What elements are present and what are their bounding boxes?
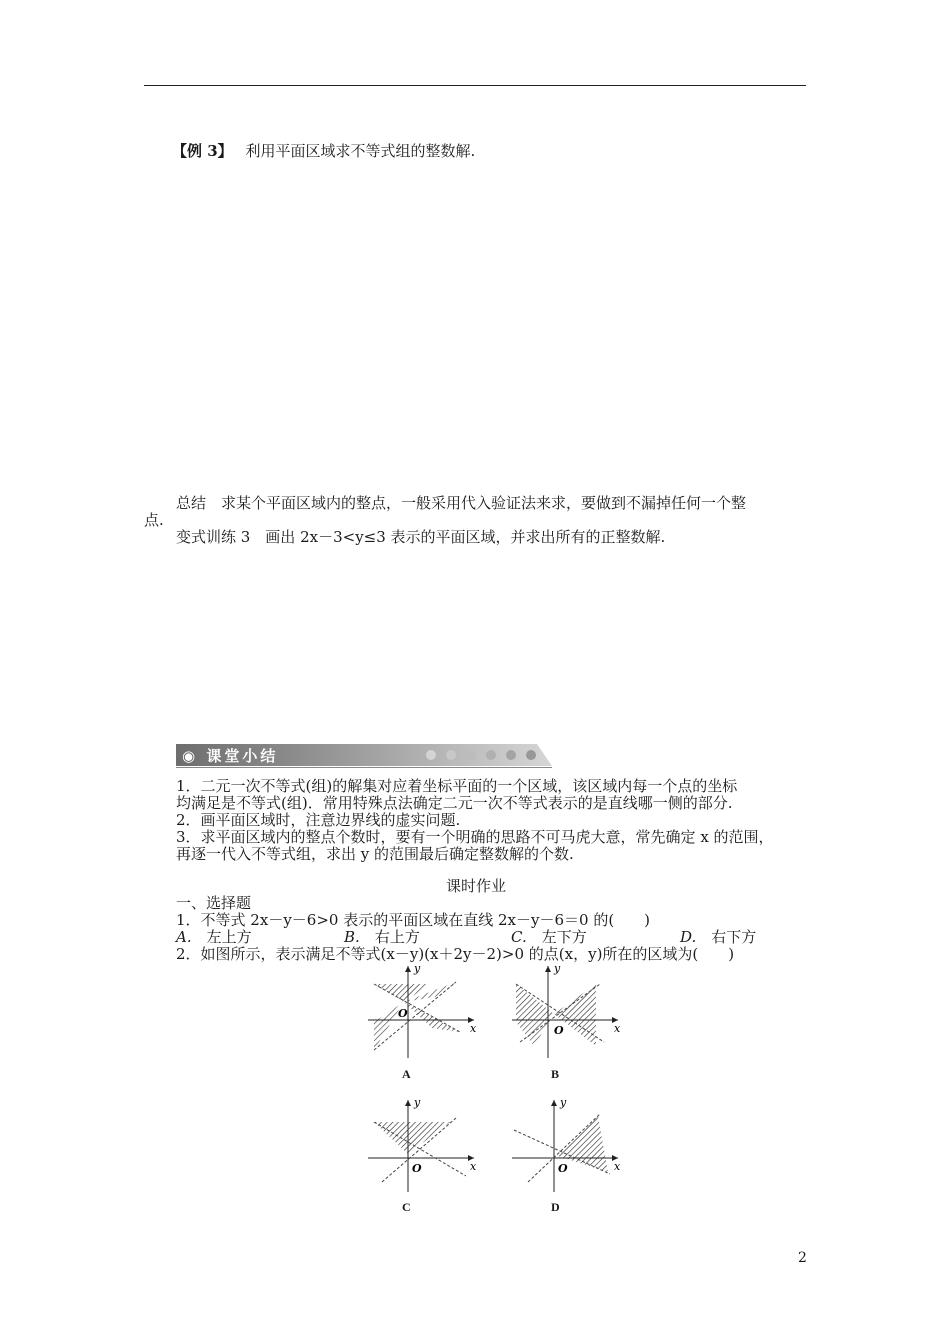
- graph-a: [362, 962, 482, 1062]
- graph-c: [362, 1096, 482, 1196]
- origin-label: O: [398, 1007, 408, 1020]
- graph-label-d: D: [551, 1200, 560, 1214]
- y-axis-label: y: [554, 962, 561, 975]
- q1-option-c: C. 左下方: [511, 928, 587, 946]
- q1-option-b: B. 右上方: [344, 928, 420, 946]
- x-axis-label: x: [614, 1022, 621, 1035]
- q1-option-d: D. 右下方: [680, 928, 757, 946]
- class-summary-banner: [176, 744, 552, 766]
- class-summary-point: 2．画平面区域时，注意边界线的虚实问题.: [176, 811, 461, 829]
- decor-dot-icon: [426, 750, 436, 760]
- section-heading: 一、选择题: [176, 894, 252, 912]
- class-summary-point: 1．二元一次不等式(组)的解集对应着坐标平面的一个区域，该区域内每一个点的坐标: [176, 777, 738, 795]
- class-summary-point: 3．求平面区域内的整点个数时，要有一个明确的思路不可马虎大意，常先确定 x 的范围，: [176, 828, 774, 846]
- summary-line-2: 点.: [144, 511, 164, 529]
- graph-label-a: A: [402, 1067, 411, 1081]
- origin-label: O: [554, 1024, 564, 1037]
- x-axis-label: x: [614, 1160, 621, 1173]
- question-1-stem: 1．不等式 2x－y－6>0 表示的平面区域在直线 2x－y－6＝0 的( ): [176, 911, 651, 929]
- banner-rule: [176, 767, 552, 768]
- decor-dot-icon: [466, 750, 476, 760]
- graph-d: [506, 1096, 626, 1196]
- example3-label: 【例 3】: [172, 142, 233, 160]
- decor-dot-icon: [446, 750, 456, 760]
- variant-training-3: 变式训练 3 画出 2x－3<y≤3 表示的平面区域，并求出所有的正整数解.: [176, 528, 666, 546]
- origin-label: O: [558, 1162, 568, 1175]
- y-axis-label: y: [414, 962, 421, 975]
- graph-label-b: B: [551, 1067, 560, 1081]
- question-2-stem: 2．如图所示，表示满足不等式(x－y)(x＋2y－2)>0 的点(x，y)所在的区域为( ): [176, 945, 735, 963]
- decor-dot-icon: [506, 750, 516, 760]
- graph-b: [506, 962, 626, 1062]
- shaded-region: [404, 1002, 460, 1032]
- decor-dot-icon: [486, 750, 496, 760]
- shaded-region: [374, 1122, 450, 1154]
- q1-option-a: A. 左上方: [176, 928, 252, 946]
- arrow-icon: [405, 966, 411, 972]
- class-summary-title: ◉ 课堂小结: [182, 747, 279, 765]
- graph-label-c: C: [402, 1200, 411, 1214]
- x-axis-label: x: [470, 1022, 477, 1035]
- arrow-icon: [551, 1100, 557, 1106]
- page-number: 2: [798, 1250, 807, 1266]
- header-rule: [144, 85, 806, 86]
- arrow-icon: [405, 1100, 411, 1106]
- x-axis-label: x: [470, 1160, 477, 1173]
- origin-label: O: [412, 1162, 422, 1175]
- decor-dot-icon: [526, 750, 536, 760]
- arrow-icon: [545, 966, 551, 972]
- y-axis-label: y: [414, 1096, 421, 1109]
- homework-title: 课时作业: [446, 877, 507, 895]
- y-axis-label: y: [560, 1096, 567, 1109]
- summary-line-1: 总结 求某个平面区域内的整点，一般采用代入验证法来求，要做到不漏掉任何一个整: [176, 494, 747, 512]
- example3-text: 利用平面区域求不等式组的整数解.: [245, 142, 476, 160]
- class-summary-point: 均满足是不等式(组)．常用特殊点法确定二元一次不等式表示的是直线哪一侧的部分.: [176, 794, 733, 812]
- example3-line: [172, 142, 475, 160]
- class-summary-point: 再逐一代入不等式组，求出 y 的范围最后确定整数解的个数.: [176, 845, 574, 863]
